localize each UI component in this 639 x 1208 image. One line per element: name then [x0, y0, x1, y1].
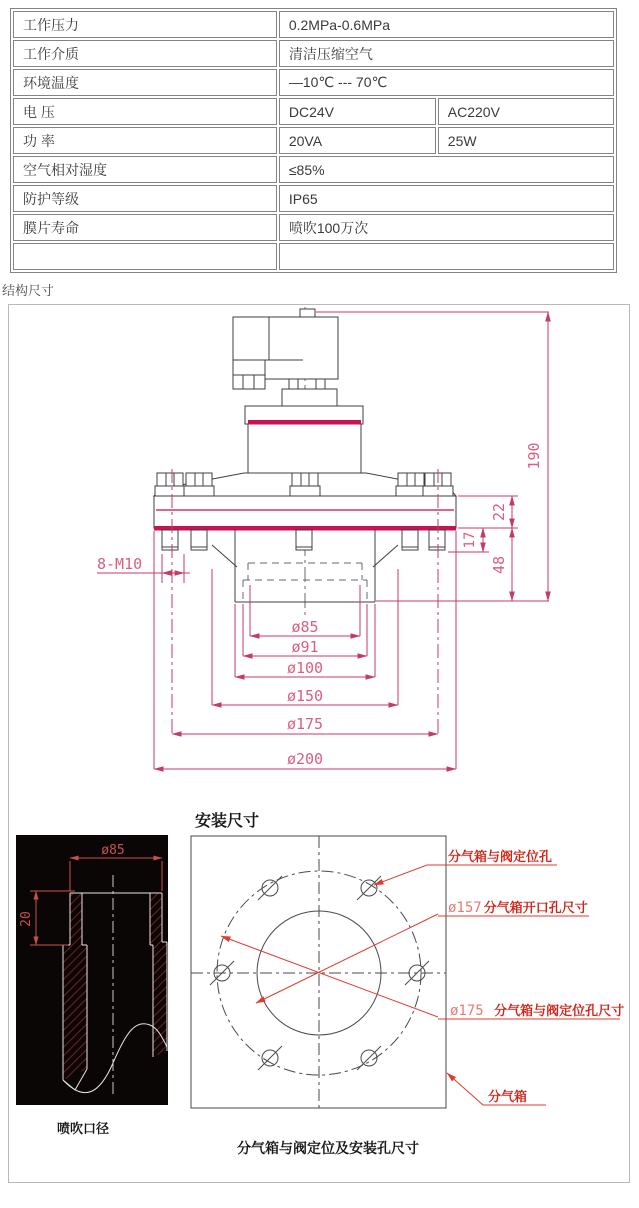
bolt: [155, 473, 185, 496]
installation-caption: 安装尺寸: [195, 811, 260, 830]
bolt: [396, 473, 426, 496]
plate-caption: 分气箱与阀定位及安装孔尺寸: [237, 1141, 419, 1157]
table-row: [13, 243, 614, 270]
table-row: [13, 69, 614, 96]
stud: [402, 530, 418, 550]
spec-label: [13, 243, 277, 270]
label-positioning: 分气箱与阀定位孔尺寸: [494, 1004, 625, 1019]
nozzle-caption: 喷吹口径: [57, 1122, 110, 1137]
spec-label: 功 率: [13, 127, 277, 154]
spec-label: 膜片寿命: [13, 214, 277, 241]
label-positioning-hole: 分气箱与阀定位孔: [448, 850, 553, 865]
dim-total-height: 190: [525, 442, 543, 470]
flange-studs-bottom: [162, 530, 445, 550]
spec-value: AC220V: [438, 98, 614, 125]
nozzle-dia: ø85: [101, 843, 125, 858]
dim-stud-length: 17: [462, 531, 478, 549]
valve-cylinder: [245, 406, 363, 473]
spec-value: 喷吹100万次: [279, 214, 614, 241]
structure-drawing-svg: [9, 305, 629, 1182]
dim-dia-200: ø200: [286, 750, 324, 768]
spec-label: 空气相对湿度: [13, 156, 277, 183]
plate-drawing: [191, 836, 624, 1108]
table-row: [13, 214, 614, 241]
spec-label: 防护等级: [13, 185, 277, 212]
dim-dia-91: ø91: [291, 638, 319, 656]
spec-value: IP65: [279, 185, 614, 212]
flange-bolts-top: [155, 473, 453, 496]
table-row: [13, 156, 614, 183]
solenoid-coil: [233, 309, 338, 406]
stud: [296, 530, 312, 550]
table-row: [13, 11, 614, 38]
dim-bolt-spec: 8-M10: [97, 555, 143, 573]
stud: [429, 530, 445, 550]
stud: [191, 530, 207, 550]
dia-positioning: ø175: [450, 1003, 493, 1019]
spec-value: [279, 243, 614, 270]
product-spec-page: [0, 8, 639, 1208]
spec-label: 环境温度: [13, 69, 277, 96]
table-row: [13, 98, 614, 125]
spec-table: [10, 8, 617, 273]
label-air-tank: 分气箱: [488, 1090, 528, 1105]
dim-flange-thickness: 22: [490, 502, 508, 522]
stud: [162, 530, 178, 550]
dim-dia-100: ø100: [286, 659, 324, 677]
nozzle-drawing: [16, 835, 168, 1105]
dim-dia-150: ø150: [286, 687, 324, 705]
spec-label: 工作介质: [13, 40, 277, 67]
section-title: 结构尺寸: [2, 283, 55, 298]
dim-dia-85: ø85: [291, 618, 319, 636]
spec-label: 电 压: [13, 98, 277, 125]
valve-structure-drawing: [154, 307, 456, 619]
dim-dia-175: ø175: [286, 715, 324, 733]
bolt: [290, 473, 320, 496]
spec-value: 清洁压缩空气: [279, 40, 614, 67]
label-positioning-dim: [450, 1003, 624, 1019]
table-row: [13, 40, 614, 67]
dia-opening: ø157: [448, 900, 482, 916]
label-opening: 分气箱开口孔尺寸: [483, 901, 588, 916]
table-row: [13, 127, 614, 154]
dim-body-depth: 48: [490, 555, 508, 575]
spec-label: 工作压力: [13, 11, 277, 38]
label-opening-dim: [448, 900, 588, 916]
table-row: [13, 185, 614, 212]
gasket-band-upper: [248, 420, 361, 425]
nozzle-canvas: [16, 835, 168, 1105]
spec-value: DC24V: [279, 98, 436, 125]
spec-value: —10℃ --- 70℃: [279, 69, 614, 96]
structure-drawing-panel: [8, 304, 630, 1183]
spec-value: 20VA: [279, 127, 436, 154]
spec-value: 0.2MPa-0.6MPa: [279, 11, 614, 38]
bolt: [184, 473, 214, 496]
spec-value: ≤85%: [279, 156, 614, 183]
nozzle-depth: 20: [19, 911, 34, 927]
spec-value: 25W: [438, 127, 614, 154]
